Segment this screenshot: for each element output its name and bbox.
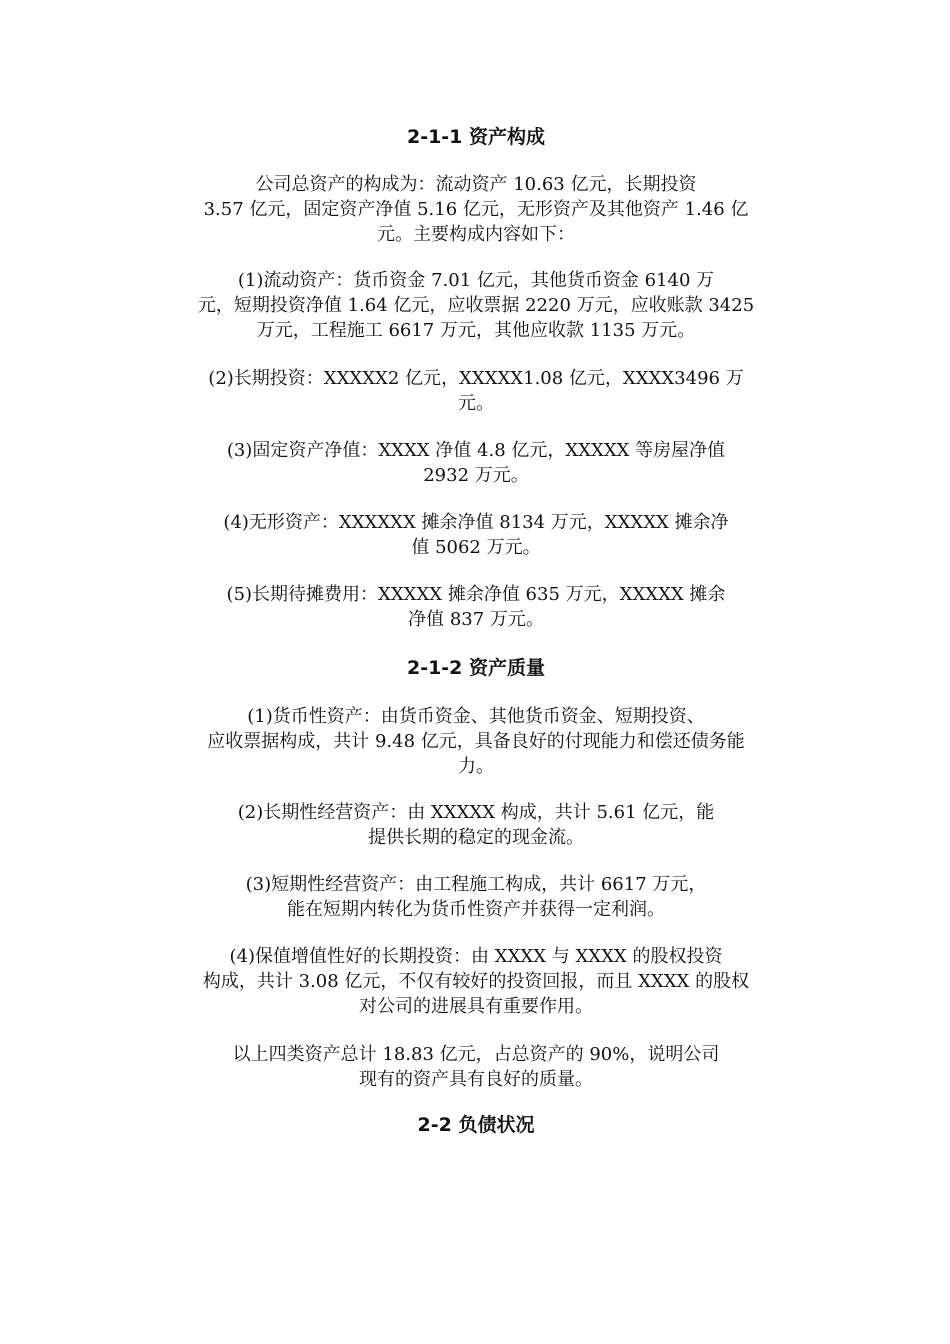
asset-item-current: (1)流动资产：货币资金 7.01 亿元，其他货币资金 6140 万 元，短期投资净值 1.64 亿元，应收票据 2220 万元，应收账款 3425 万元，工程施工 6617 万元，其他应收款 1135 万元。 <box>197 270 755 341</box>
asset-item-deferred: (5)长期待摊费用：XXXXX 摊余净值 635 万元，XXXXX 摊余 净值 837 万元。 <box>226 584 726 630</box>
quality-item-long-term-operating: (2)长期性经营资产：由 XXXXX 构成，共计 5.61 亿元，能 提供长期的稳定的现金流。 <box>237 802 715 848</box>
quality-item-investment: (4)保值增值性好的长期投资：由 XXXX 与 XXXX 的股权投资 构成，共计 3.08 亿元，不仅有较好的投资回报，而且 XXXX 的股权 对公司的进展具有重要作用。 <box>202 946 750 1017</box>
heading-2-1-2: 2-1-2 资产质量 <box>406 657 546 679</box>
asset-item-fixed: (3)固定资产净值：XXXX 净值 4.8 亿元，XXXXX 等房屋净值 2932 万元。 <box>226 440 726 486</box>
quality-summary: 以上四类资产总计 18.83 亿元，占总资产的 90%，说明公司 现有的资产具有良好的质量。 <box>232 1044 720 1090</box>
quality-item-short-term-operating: (3)短期性经营资产：由工程施工构成，共计 6617 万元， 能在短期内转化为货币性资产并获得一定利润。 <box>245 874 707 920</box>
quality-item-monetary: (1)货币性资产：由货币资金、其他货币资金、短期投资、 应收票据构成，共计 9.48 亿元，具备良好的付现能力和偿还债务能 力。 <box>207 706 745 777</box>
asset-item-intangible: (4)无形资产：XXXXXX 摊余净值 8134 万元，XXXXX 摊余净 值 5062 万元。 <box>223 512 729 558</box>
heading-2-2: 2-2 负债状况 <box>417 1114 535 1136</box>
intro-paragraph: 公司总资产的构成为：流动资产 10.63 亿元，长期投资 3.57 亿元，固定资产净值 5.16 亿元，无形资产及其他资产 1.46 亿 元。主要构成内容如下： <box>203 174 749 245</box>
asset-item-long-term-investment: (2)长期投资：XXXXX2 亿元，XXXXX1.08 亿元，XXXX3496 万 元。 <box>208 368 744 414</box>
heading-2-1-1: 2-1-1 资产构成 <box>406 126 546 148</box>
